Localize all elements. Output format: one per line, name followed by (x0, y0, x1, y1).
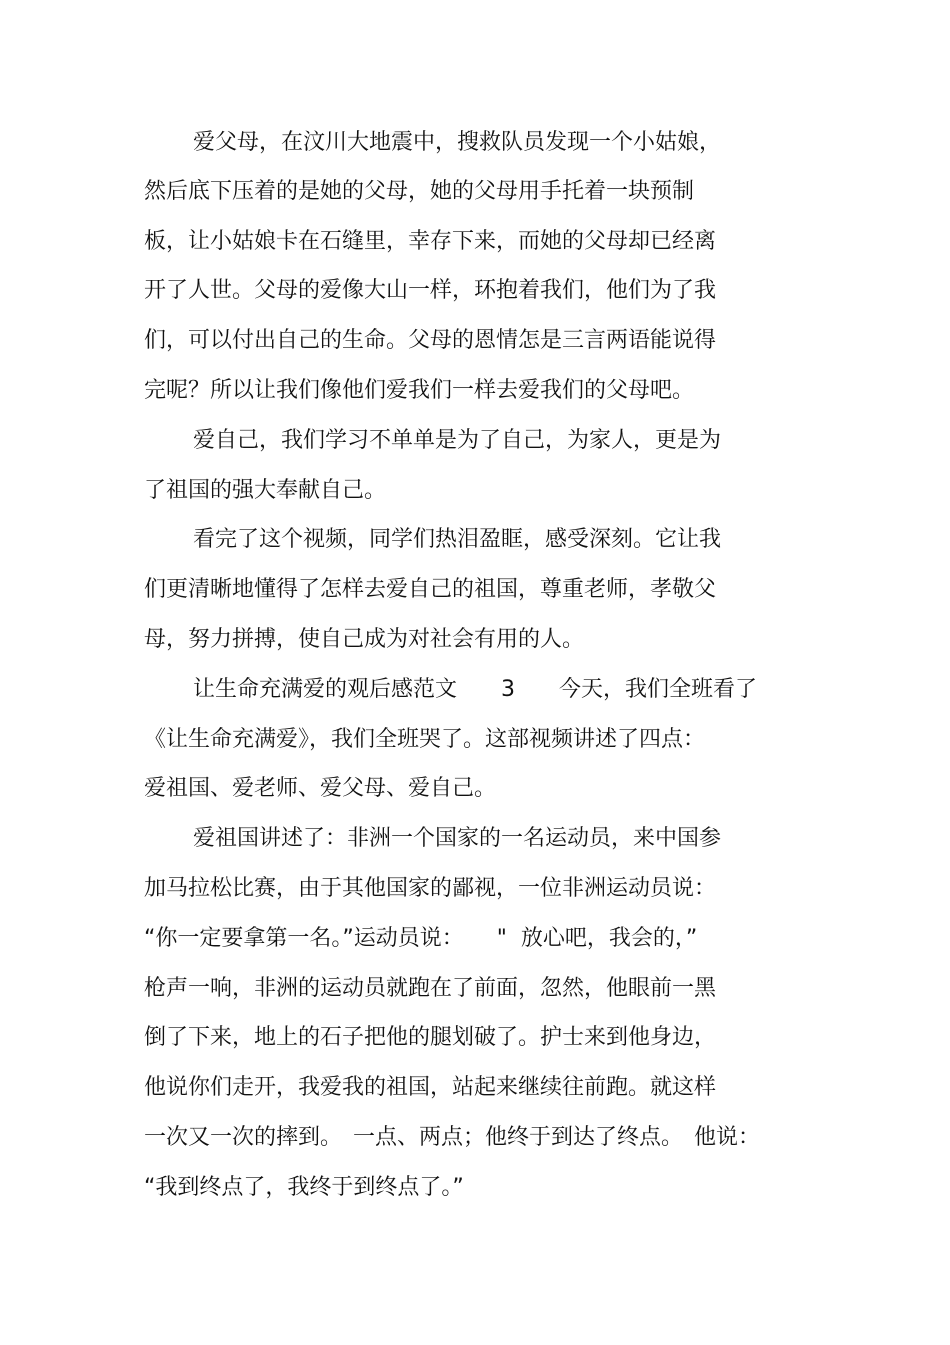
text-line: 爱祖国、爱老师、爱父母、爱自己。 (144, 776, 497, 801)
text-line: 板，让小姑娘卡在石缝里，幸存下来，而她的父母却已经离 (144, 229, 717, 254)
text-line: 一次又一次的摔到。 一点、两点；他终于到达了终点。 他说： (144, 1125, 761, 1150)
text-line: 们，可以付出自己的生命。父母的恩情怎是三言两语能说得 (144, 328, 717, 353)
text-line: 看完了这个视频，同学们热泪盈眶，感受深刻。它让我 (193, 527, 722, 552)
text-line: 了祖国的强大奉献自己。 (144, 478, 387, 503)
text-line: 然后底下压着的是她的父母，她的父母用手托着一块预制 (144, 179, 695, 204)
text-line: 爱父母，在汶川大地震中，搜救队员发现一个小姑娘， (193, 130, 722, 155)
text-line: “你一定要拿第一名。”运动员说： " 放心吧，我会的，” (144, 926, 698, 951)
text-line: 爱祖国讲述了：非洲一个国家的一名运动员，来中国参 (193, 826, 722, 851)
text-line: 他说你们走开，我爱我的祖国，站起来继续往前跑。就这样 (144, 1075, 717, 1100)
text-line: 开了人世。父母的爱像大山一样，环抱着我们，他们为了我 (144, 278, 717, 303)
text-line: 爱自己，我们学习不单单是为了自己，为家人，更是为 (193, 428, 722, 453)
text-line: 加马拉松比赛，由于其他国家的鄙视，一位非洲运动员说： (144, 876, 717, 901)
text-line: “我到终点了，我终于到终点了。” (144, 1175, 464, 1200)
text-line: 让生命充满爱的观后感范文 3 今天，我们全班看了 (193, 677, 757, 702)
text-line: 倒了下来，地上的石子把他的腿划破了。护士来到他身边， (144, 1025, 717, 1050)
text-line: 完呢？所以让我们像他们爱我们一样去爱我们的父母吧。 (144, 378, 695, 403)
text-line: 《让生命充满爱》，我们全班哭了。这部视频讲述了四点： (144, 727, 706, 752)
text-line: 枪声一响，非洲的运动员就跑在了前面，忽然，他眼前一黑 (144, 976, 717, 1001)
text-line: 母，努力拼搏，使自己成为对社会有用的人。 (144, 627, 585, 652)
text-line: 们更清晰地懂得了怎样去爱自己的祖国，尊重老师，孝敬父 (144, 577, 717, 602)
